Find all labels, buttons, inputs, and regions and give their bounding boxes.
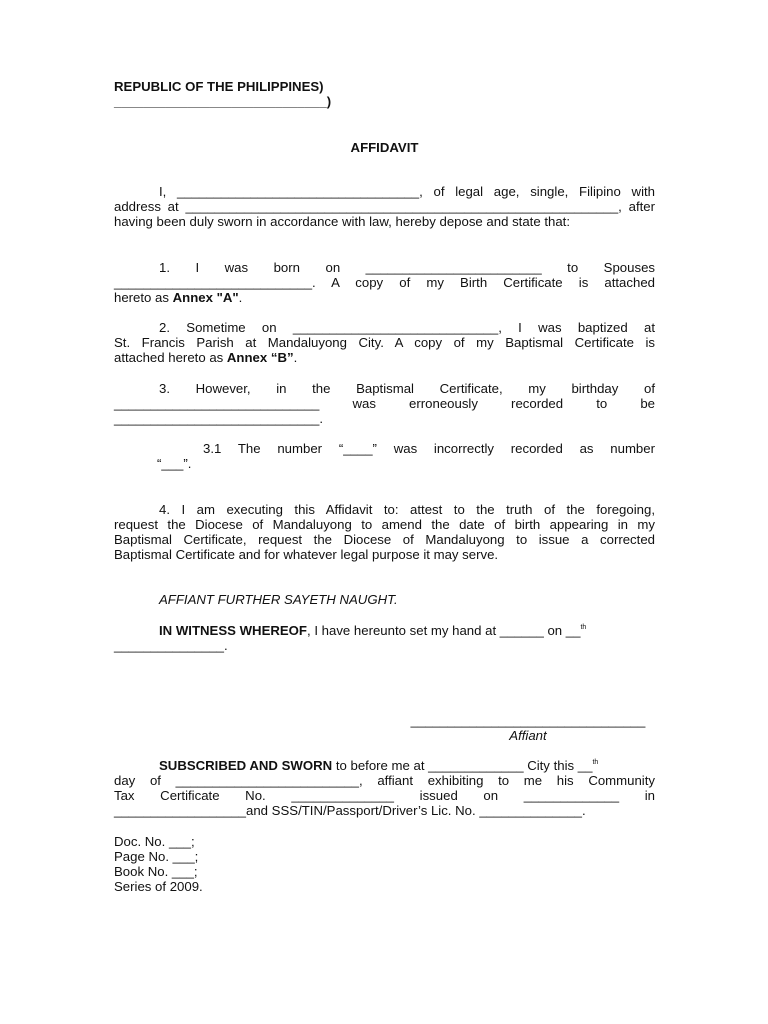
- series-year: Series of 2009.: [114, 879, 203, 894]
- page-no: Page No. ___;: [114, 849, 199, 864]
- document-header: [114, 79, 655, 109]
- page-title: AFFIDAVIT: [350, 140, 419, 155]
- p4-line-3: Baptismal Certificate, request the Diocese of Mandaluyong to issue a corrected: [114, 532, 655, 547]
- notarial-register: [114, 834, 655, 894]
- header-republic: REPUBLIC OF THE PHILIPPINES): [114, 79, 324, 94]
- jurat-text: to before me at _____________ City this __: [332, 758, 593, 773]
- jurat: [114, 758, 655, 818]
- p1-line-3-text: hereto as: [114, 290, 173, 305]
- witness-ordinal: th: [580, 624, 587, 631]
- p2-line-3-text: attached hereto as: [114, 350, 227, 365]
- p2-line-3-end: .: [293, 350, 298, 365]
- p2-line-1: 2. Sometime on ____________________________, I was baptized at: [159, 320, 655, 335]
- paragraph-3: [114, 381, 655, 426]
- witness-text: , I have hereunto set my hand at ______ on __: [307, 623, 581, 638]
- witness-line-2: _______________.: [114, 638, 228, 653]
- p1-line-2: ___________________________. A copy of my Birth Certificate is attached: [114, 275, 655, 290]
- affiant-signature-block: [401, 713, 655, 743]
- p4-line-4: Baptismal Certificate and for whatever legal purpose it may serve.: [114, 547, 499, 562]
- paragraph-1: [114, 260, 655, 305]
- intro-paragraph: [114, 184, 655, 229]
- p2-line-3: [114, 350, 655, 365]
- jurat-ordinal: th: [592, 759, 599, 766]
- paragraph-2: [114, 320, 655, 365]
- p3-line-1: 3. However, in the Baptismal Certificate, my birthday of: [159, 381, 655, 396]
- p3-line-2: ____________________________ was erroneously recorded to be: [114, 396, 655, 411]
- annex-b: Annex “B”: [226, 350, 294, 365]
- intro-line-2: address at ___________________________________________________________, after: [114, 199, 655, 214]
- jurat-line-1: [114, 758, 655, 773]
- p1-line-1: 1. I was born on ________________________ to Spouses: [159, 260, 655, 275]
- witness-line-1: [114, 623, 655, 638]
- paragraph-3-1: [114, 441, 655, 471]
- jurat-line-4: __________________and SSS/TIN/Passport/Driver’s Lic. No. ______________.: [114, 803, 586, 818]
- annex-a: Annex "A": [172, 290, 239, 305]
- doc-no: Doc. No. ___;: [114, 834, 195, 849]
- book-no: Book No. ___;: [114, 864, 198, 879]
- p4-line-1: 4. I am executing this Affidavit to: attest to the truth of the foregoing,: [159, 502, 655, 517]
- p2-line-2: St. Francis Parish at Mandaluyong City. A copy of my Baptismal Certificate is: [114, 335, 655, 350]
- p31-line-1: 3.1 The number “____” was incorrectly recorded as number: [203, 441, 655, 456]
- p4-line-2: request the Diocese of Mandaluyong to amend the date of birth appearing in my: [114, 517, 655, 532]
- affiant-further-statement: AFFIANT FURTHER SAYETH NAUGHT.: [159, 592, 398, 607]
- jurat-heading: SUBSCRIBED AND SWORN: [159, 758, 333, 773]
- p3-line-3: ____________________________.: [114, 411, 324, 426]
- paragraph-4: [114, 502, 655, 562]
- jurat-line-2: day of _________________________, affiant exhibiting to me his Community: [114, 773, 655, 788]
- p31-line-2: “___”.: [157, 456, 192, 471]
- p1-line-3-end: .: [238, 290, 243, 305]
- witness-heading: IN WITNESS WHEREOF: [159, 623, 307, 638]
- affiant-label: Affiant: [509, 728, 547, 743]
- witness-clause: [114, 623, 655, 653]
- p1-line-3: [114, 290, 655, 305]
- intro-line-3: having been duly sworn in accordance with law, hereby depose and state that:: [114, 214, 570, 229]
- intro-line-1: I, _________________________________, of legal age, single, Filipino with: [159, 184, 655, 199]
- signature-line: ________________________________: [410, 713, 646, 728]
- jurat-line-3: Tax Certificate No. ______________ issued on _____________ in: [114, 788, 655, 803]
- header-venue-line: _____________________________): [114, 94, 332, 109]
